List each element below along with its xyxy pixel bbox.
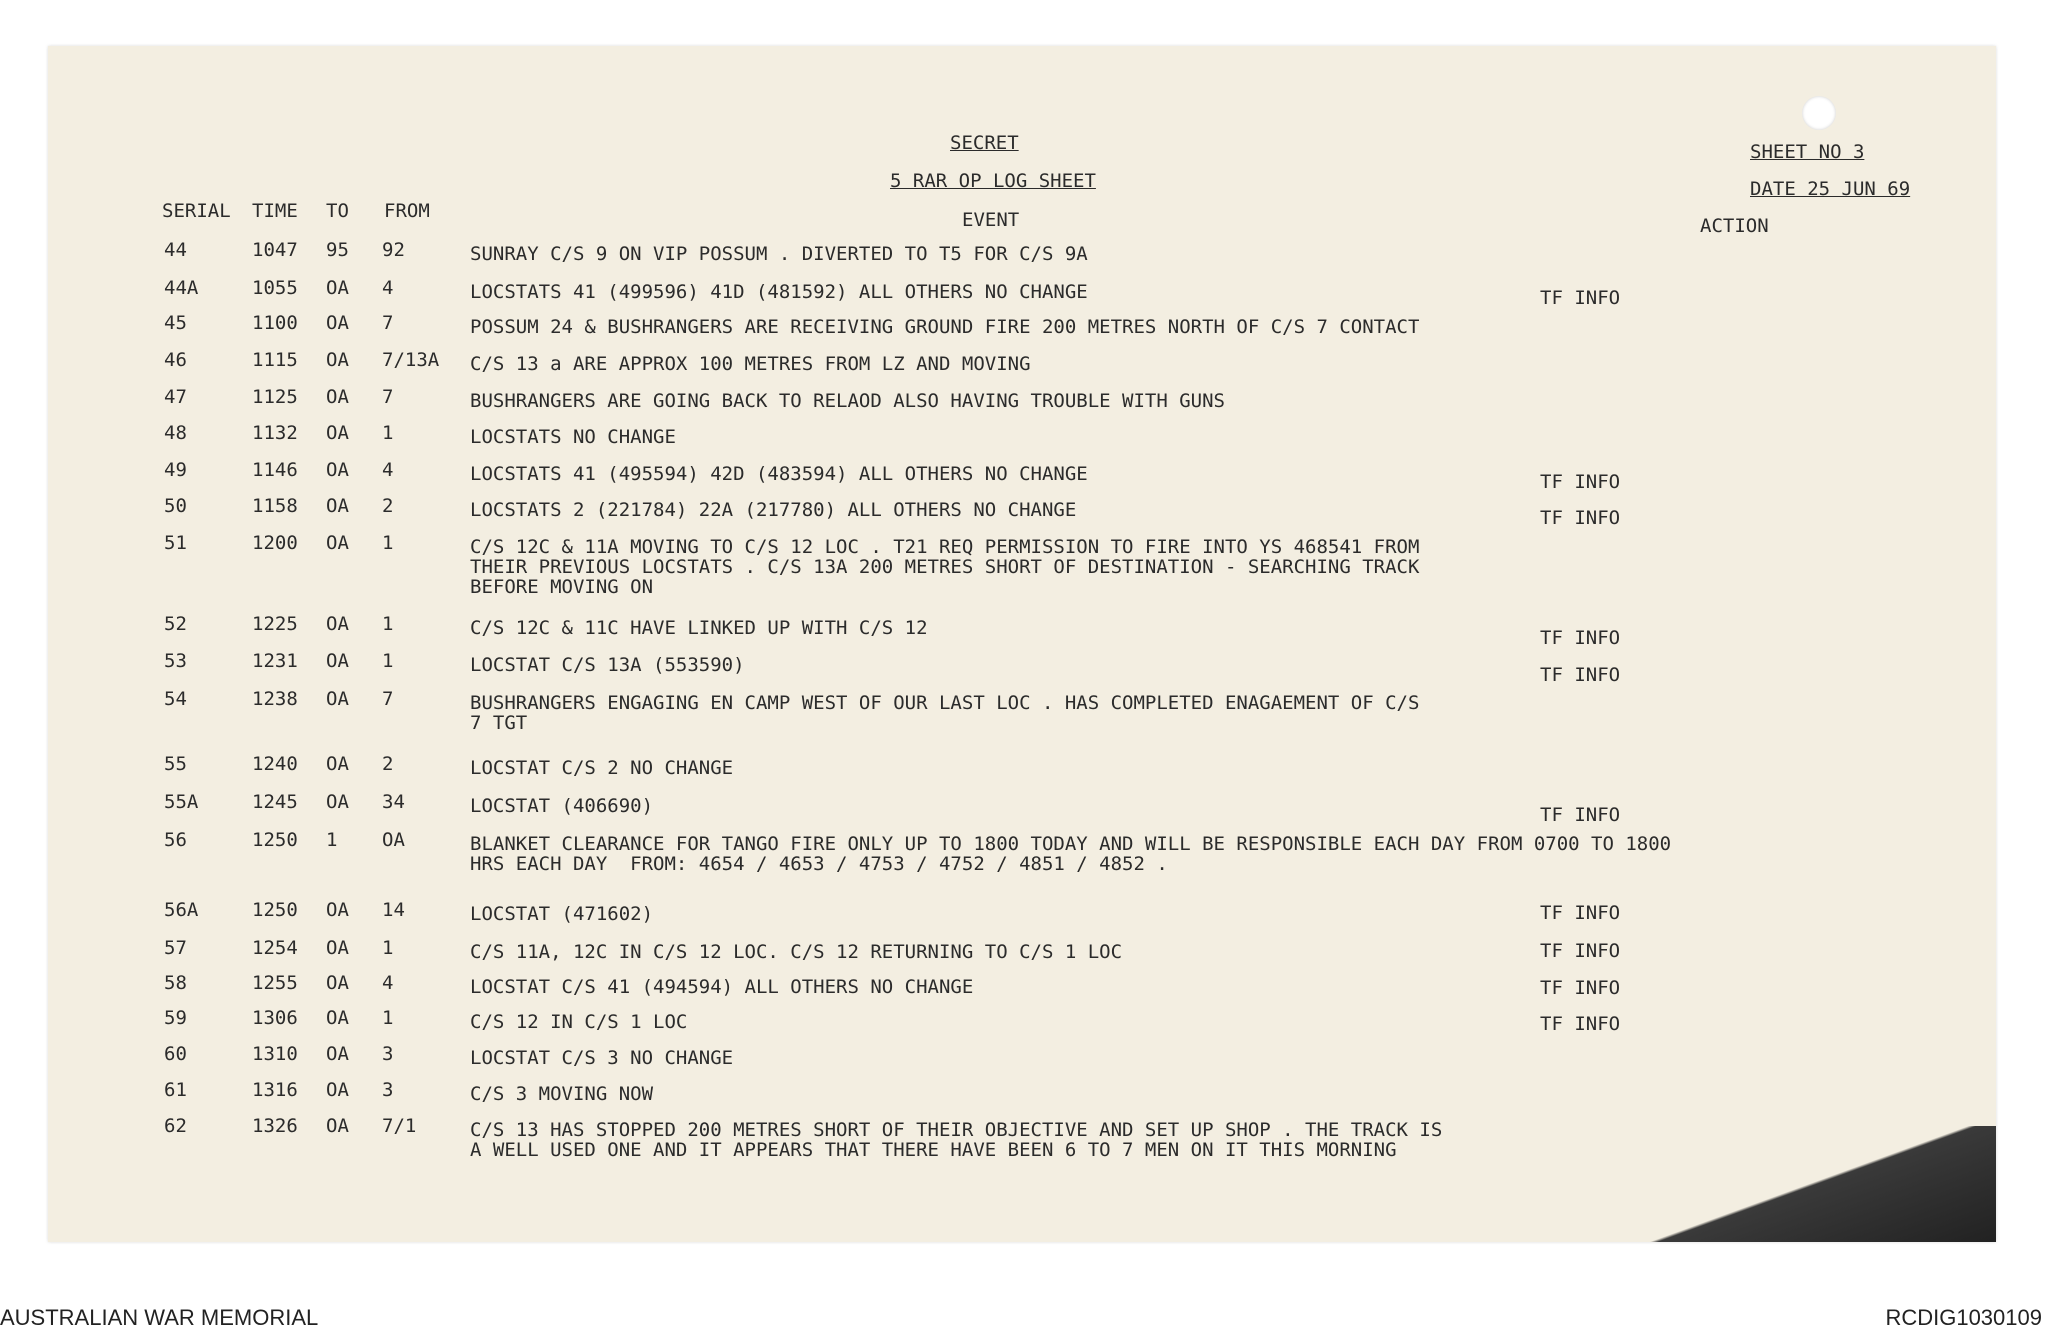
entry-to: OA (326, 650, 349, 672)
entry-from: 1 (382, 1007, 394, 1029)
entry-from: 7 (382, 312, 394, 334)
entry-from: 2 (382, 753, 394, 775)
entry-to: OA (326, 495, 349, 517)
entry-event: C/S 13 HAS STOPPED 200 METRES SHORT OF THEIR OBJECTIVE AND SET UP SHOP . THE TRACK IS A WELL USED ONE AND IT APPEARS THAT THERE HAVE BEEN 6 TO 7 MEN ON IT THIS MORNING (470, 1119, 1443, 1161)
entry-event: C/S 3 MOVING NOW (470, 1083, 654, 1105)
entry-serial: 55A (164, 791, 199, 813)
entry-to: OA (326, 1079, 349, 1101)
entry-from: 7/1 (382, 1115, 417, 1137)
entry-serial: 56A (164, 899, 199, 921)
entry-serial: 50 (164, 495, 187, 517)
entry-event: C/S 11A, 12C IN C/S 12 LOC. C/S 12 RETURNING TO C/S 1 LOC (470, 941, 1123, 963)
entry-serial: 55 (164, 753, 187, 775)
entry-serial: 45 (164, 312, 187, 334)
entry-time: 1316 (252, 1079, 298, 1101)
entry-time: 1115 (252, 349, 298, 371)
entry-to: OA (326, 422, 349, 444)
entry-event: LOCSTAT C/S 3 NO CHANGE (470, 1047, 734, 1069)
entry-from: 3 (382, 1079, 394, 1101)
entry-from: 3 (382, 1043, 394, 1065)
entry-from: 4 (382, 277, 394, 299)
entry-event: POSSUM 24 & BUSHRANGERS ARE RECEIVING GROUND FIRE 200 METRES NORTH OF C/S 7 CONTACT (470, 316, 1420, 338)
entry-action: TF INFO (1540, 471, 1621, 493)
entry-event: LOCSTAT C/S 13A (553590) (470, 654, 745, 676)
entry-from: 7/13A (382, 349, 440, 371)
entry-event: BLANKET CLEARANCE FOR TANGO FIRE ONLY UP TO 1800 TODAY AND WILL BE RESPONSIBLE EACH DAY FROM 0700 TO 1800 HRS EACH DAY FROM: 4654 / 4653 / 4753 / 4752 / 4851 / 4852 . (470, 833, 1672, 875)
entry-to: OA (326, 1115, 349, 1137)
entry-serial: 54 (164, 688, 187, 710)
entry-time: 1055 (252, 277, 298, 299)
punch-hole (1802, 96, 1836, 130)
entry-serial: 47 (164, 386, 187, 408)
sheet-date: DATE 25 JUN 69 (1750, 178, 1911, 200)
entry-from: 14 (382, 899, 405, 921)
entry-time: 1245 (252, 791, 298, 813)
column-header-event: EVENT (962, 209, 1020, 231)
entry-time: 1255 (252, 972, 298, 994)
entry-event: BUSHRANGERS ENGAGING EN CAMP WEST OF OUR LAST LOC . HAS COMPLETED ENAGAEMENT OF C/S 7 TGT (470, 692, 1420, 734)
entry-serial: 44 (164, 239, 187, 261)
column-header-to: TO (326, 200, 349, 222)
entry-time: 1250 (252, 829, 298, 851)
entry-to: 95 (326, 239, 349, 261)
entry-serial: 52 (164, 613, 187, 635)
entry-from: 1 (382, 937, 394, 959)
entry-to: OA (326, 688, 349, 710)
footer-institution: AUSTRALIAN WAR MEMORIAL (0, 1305, 319, 1330)
entry-time: 1326 (252, 1115, 298, 1137)
entry-to: OA (326, 791, 349, 813)
column-header-action: ACTION (1700, 215, 1769, 237)
entry-serial: 53 (164, 650, 187, 672)
entry-event: LOCSTATS 41 (495594) 42D (483594) ALL OTHERS NO CHANGE (470, 463, 1088, 485)
entry-event: SUNRAY C/S 9 ON VIP POSSUM . DIVERTED TO T5 FOR C/S 9A (470, 243, 1088, 265)
classification-heading: SECRET (950, 132, 1019, 154)
entry-serial: 44A (164, 277, 199, 299)
entry-time: 1231 (252, 650, 298, 672)
entry-serial: 61 (164, 1079, 187, 1101)
entry-from: 4 (382, 972, 394, 994)
column-header-from: FROM (384, 200, 430, 222)
entry-to: OA (326, 972, 349, 994)
entry-to: OA (326, 937, 349, 959)
entry-time: 1240 (252, 753, 298, 775)
column-header-time: TIME (252, 200, 298, 222)
entry-from: 7 (382, 688, 394, 710)
entry-serial: 51 (164, 532, 187, 554)
document-title: 5 RAR OP LOG SHEET (890, 170, 1096, 192)
entry-from: 1 (382, 650, 394, 672)
entry-event: LOCSTATS NO CHANGE (470, 426, 676, 448)
entry-action: TF INFO (1540, 507, 1621, 529)
entry-to: OA (326, 753, 349, 775)
entry-from: 92 (382, 239, 405, 261)
entry-from: 1 (382, 422, 394, 444)
entry-time: 1200 (252, 532, 298, 554)
entry-time: 1250 (252, 899, 298, 921)
entry-action: TF INFO (1540, 1013, 1621, 1035)
entry-to: OA (326, 1007, 349, 1029)
entry-serial: 57 (164, 937, 187, 959)
entry-to: OA (326, 1043, 349, 1065)
entry-time: 1100 (252, 312, 298, 334)
entry-event: C/S 13 a ARE APPROX 100 METRES FROM LZ AND MOVING (470, 353, 1031, 375)
entry-to: OA (326, 349, 349, 371)
entry-serial: 59 (164, 1007, 187, 1029)
entry-serial: 46 (164, 349, 187, 371)
entry-event: C/S 12 IN C/S 1 LOC (470, 1011, 688, 1033)
entry-serial: 48 (164, 422, 187, 444)
entry-time: 1306 (252, 1007, 298, 1029)
entry-to: OA (326, 613, 349, 635)
footer-record-id: RCDIG1030109 (1885, 1305, 2042, 1330)
column-header-serial: SERIAL (162, 200, 231, 222)
entry-from: 1 (382, 613, 394, 635)
entry-to: OA (326, 312, 349, 334)
entry-event: LOCSTAT (406690) (470, 795, 654, 817)
entry-event: LOCSTATS 2 (221784) 22A (217780) ALL OTHERS NO CHANGE (470, 499, 1077, 521)
entry-time: 1238 (252, 688, 298, 710)
entry-time: 1047 (252, 239, 298, 261)
entry-action: TF INFO (1540, 804, 1621, 826)
entry-time: 1254 (252, 937, 298, 959)
entry-time: 1132 (252, 422, 298, 444)
entry-event: C/S 12C & 11A MOVING TO C/S 12 LOC . T21 REQ PERMISSION TO FIRE INTO YS 468541 FROM THEIR PREVIOUS LOCSTATS . C/S 13A 200 METRES SHORT OF DESTINATION - SEARCHING TRACK BEFORE MOVING ON (470, 536, 1420, 598)
entry-action: TF INFO (1540, 977, 1621, 999)
entry-from: 4 (382, 459, 394, 481)
entry-action: TF INFO (1540, 902, 1621, 924)
entry-from: 1 (382, 532, 394, 554)
entry-from: 34 (382, 791, 405, 813)
entry-serial: 56 (164, 829, 187, 851)
entry-time: 1125 (252, 386, 298, 408)
entry-action: TF INFO (1540, 287, 1621, 309)
entry-action: TF INFO (1540, 664, 1621, 686)
entry-to: OA (326, 532, 349, 554)
entry-to: OA (326, 459, 349, 481)
entry-to: OA (326, 386, 349, 408)
entry-event: LOCSTATS 41 (499596) 41D (481592) ALL OTHERS NO CHANGE (470, 281, 1088, 303)
entry-serial: 62 (164, 1115, 187, 1137)
entry-action: TF INFO (1540, 627, 1621, 649)
entry-to: 1 (326, 829, 338, 851)
entry-time: 1310 (252, 1043, 298, 1065)
entry-serial: 60 (164, 1043, 187, 1065)
entry-event: LOCSTAT C/S 41 (494594) ALL OTHERS NO CHANGE (470, 976, 974, 998)
entry-time: 1158 (252, 495, 298, 517)
entry-to: OA (326, 277, 349, 299)
entry-event: LOCSTAT C/S 2 NO CHANGE (470, 757, 734, 779)
entry-event: BUSHRANGERS ARE GOING BACK TO RELAOD ALSO HAVING TROUBLE WITH GUNS (470, 390, 1225, 412)
sheet-number: SHEET NO 3 (1750, 141, 1865, 163)
entry-from: OA (382, 829, 405, 851)
entry-time: 1225 (252, 613, 298, 635)
entry-event: C/S 12C & 11C HAVE LINKED UP WITH C/S 12 (470, 617, 928, 639)
entry-serial: 49 (164, 459, 187, 481)
entry-time: 1146 (252, 459, 298, 481)
entry-to: OA (326, 899, 349, 921)
entry-from: 2 (382, 495, 394, 517)
entry-event: LOCSTAT (471602) (470, 903, 654, 925)
entry-from: 7 (382, 386, 394, 408)
entry-action: TF INFO (1540, 940, 1621, 962)
entry-serial: 58 (164, 972, 187, 994)
